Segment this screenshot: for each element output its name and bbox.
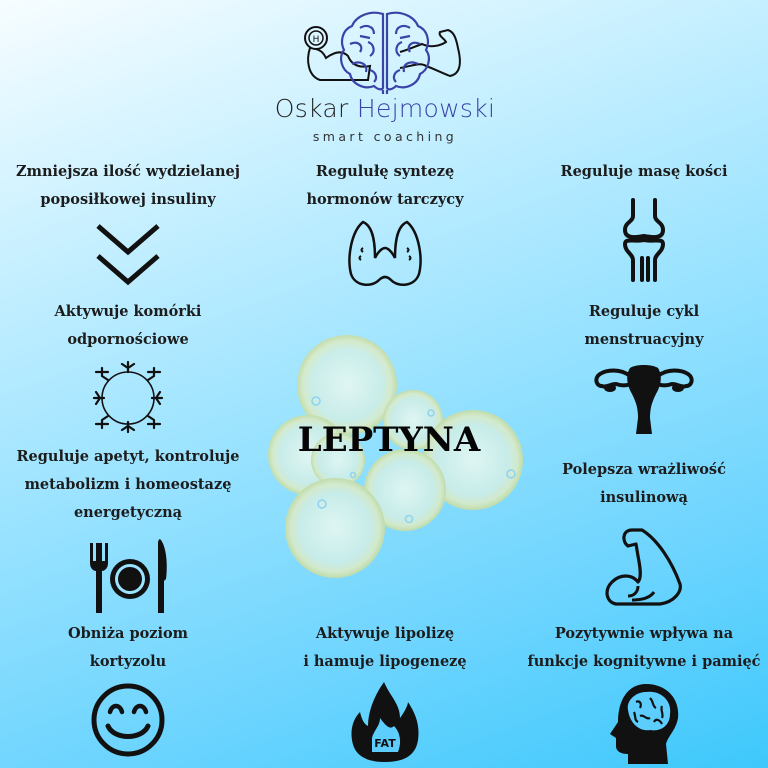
benefit-lipolysis: Aktywuje lipolizę i hamuje lipogenezę FAT [257,620,513,762]
antibody-ring-icon [90,358,166,434]
double-chevron-down-icon [93,218,163,288]
bone-joint-icon [619,198,669,282]
benefit-thyroid: Regulułę syntezę hormonów tarczycy [257,158,513,290]
flexed-arm-icon [602,526,686,608]
benefit-appetite-metabolism: Reguluje apetyt, kontroluje metabolizm i homeostazę energetyczną [0,443,256,615]
smiley-face-icon [90,682,166,758]
benefit-cognitive: Pozytywnie wpływa na funkcje kognitywne i pamięć [520,620,768,764]
benefit-insulin-secretion: Zmniejsza ilość wydzielanej poposiłkowej insuliny [0,158,256,288]
head-brain-icon [606,682,682,764]
benefit-insulin-sensitivity: Polepsza wrażliwość insulinową [520,456,768,608]
thyroid-icon [345,218,425,290]
svg-text:H: H [312,35,320,45]
fat-label: FAT [374,737,396,750]
brain-with-flexing-arms-icon [290,8,480,94]
uterus-icon [592,364,696,436]
flame-icon [350,682,420,762]
logo [260,8,510,148]
benefit-menstrual-cycle: Reguluje cykl menstruacyjny [520,298,768,436]
plate-fork-knife-icon [86,539,170,615]
benefit-immune-cells: Aktywuje komórki odpornościowe [0,298,256,434]
benefit-bone-mass: Reguluje masę kości [520,158,768,282]
brand-subtitle: smart coaching [312,129,458,144]
benefit-cortisol: Obniża poziom kortyzolu [0,620,256,758]
fat-flame-icon [350,682,420,762]
brand-name: Oskar Hejmowski [274,94,496,123]
page-title: LEPTYNA [297,420,481,460]
